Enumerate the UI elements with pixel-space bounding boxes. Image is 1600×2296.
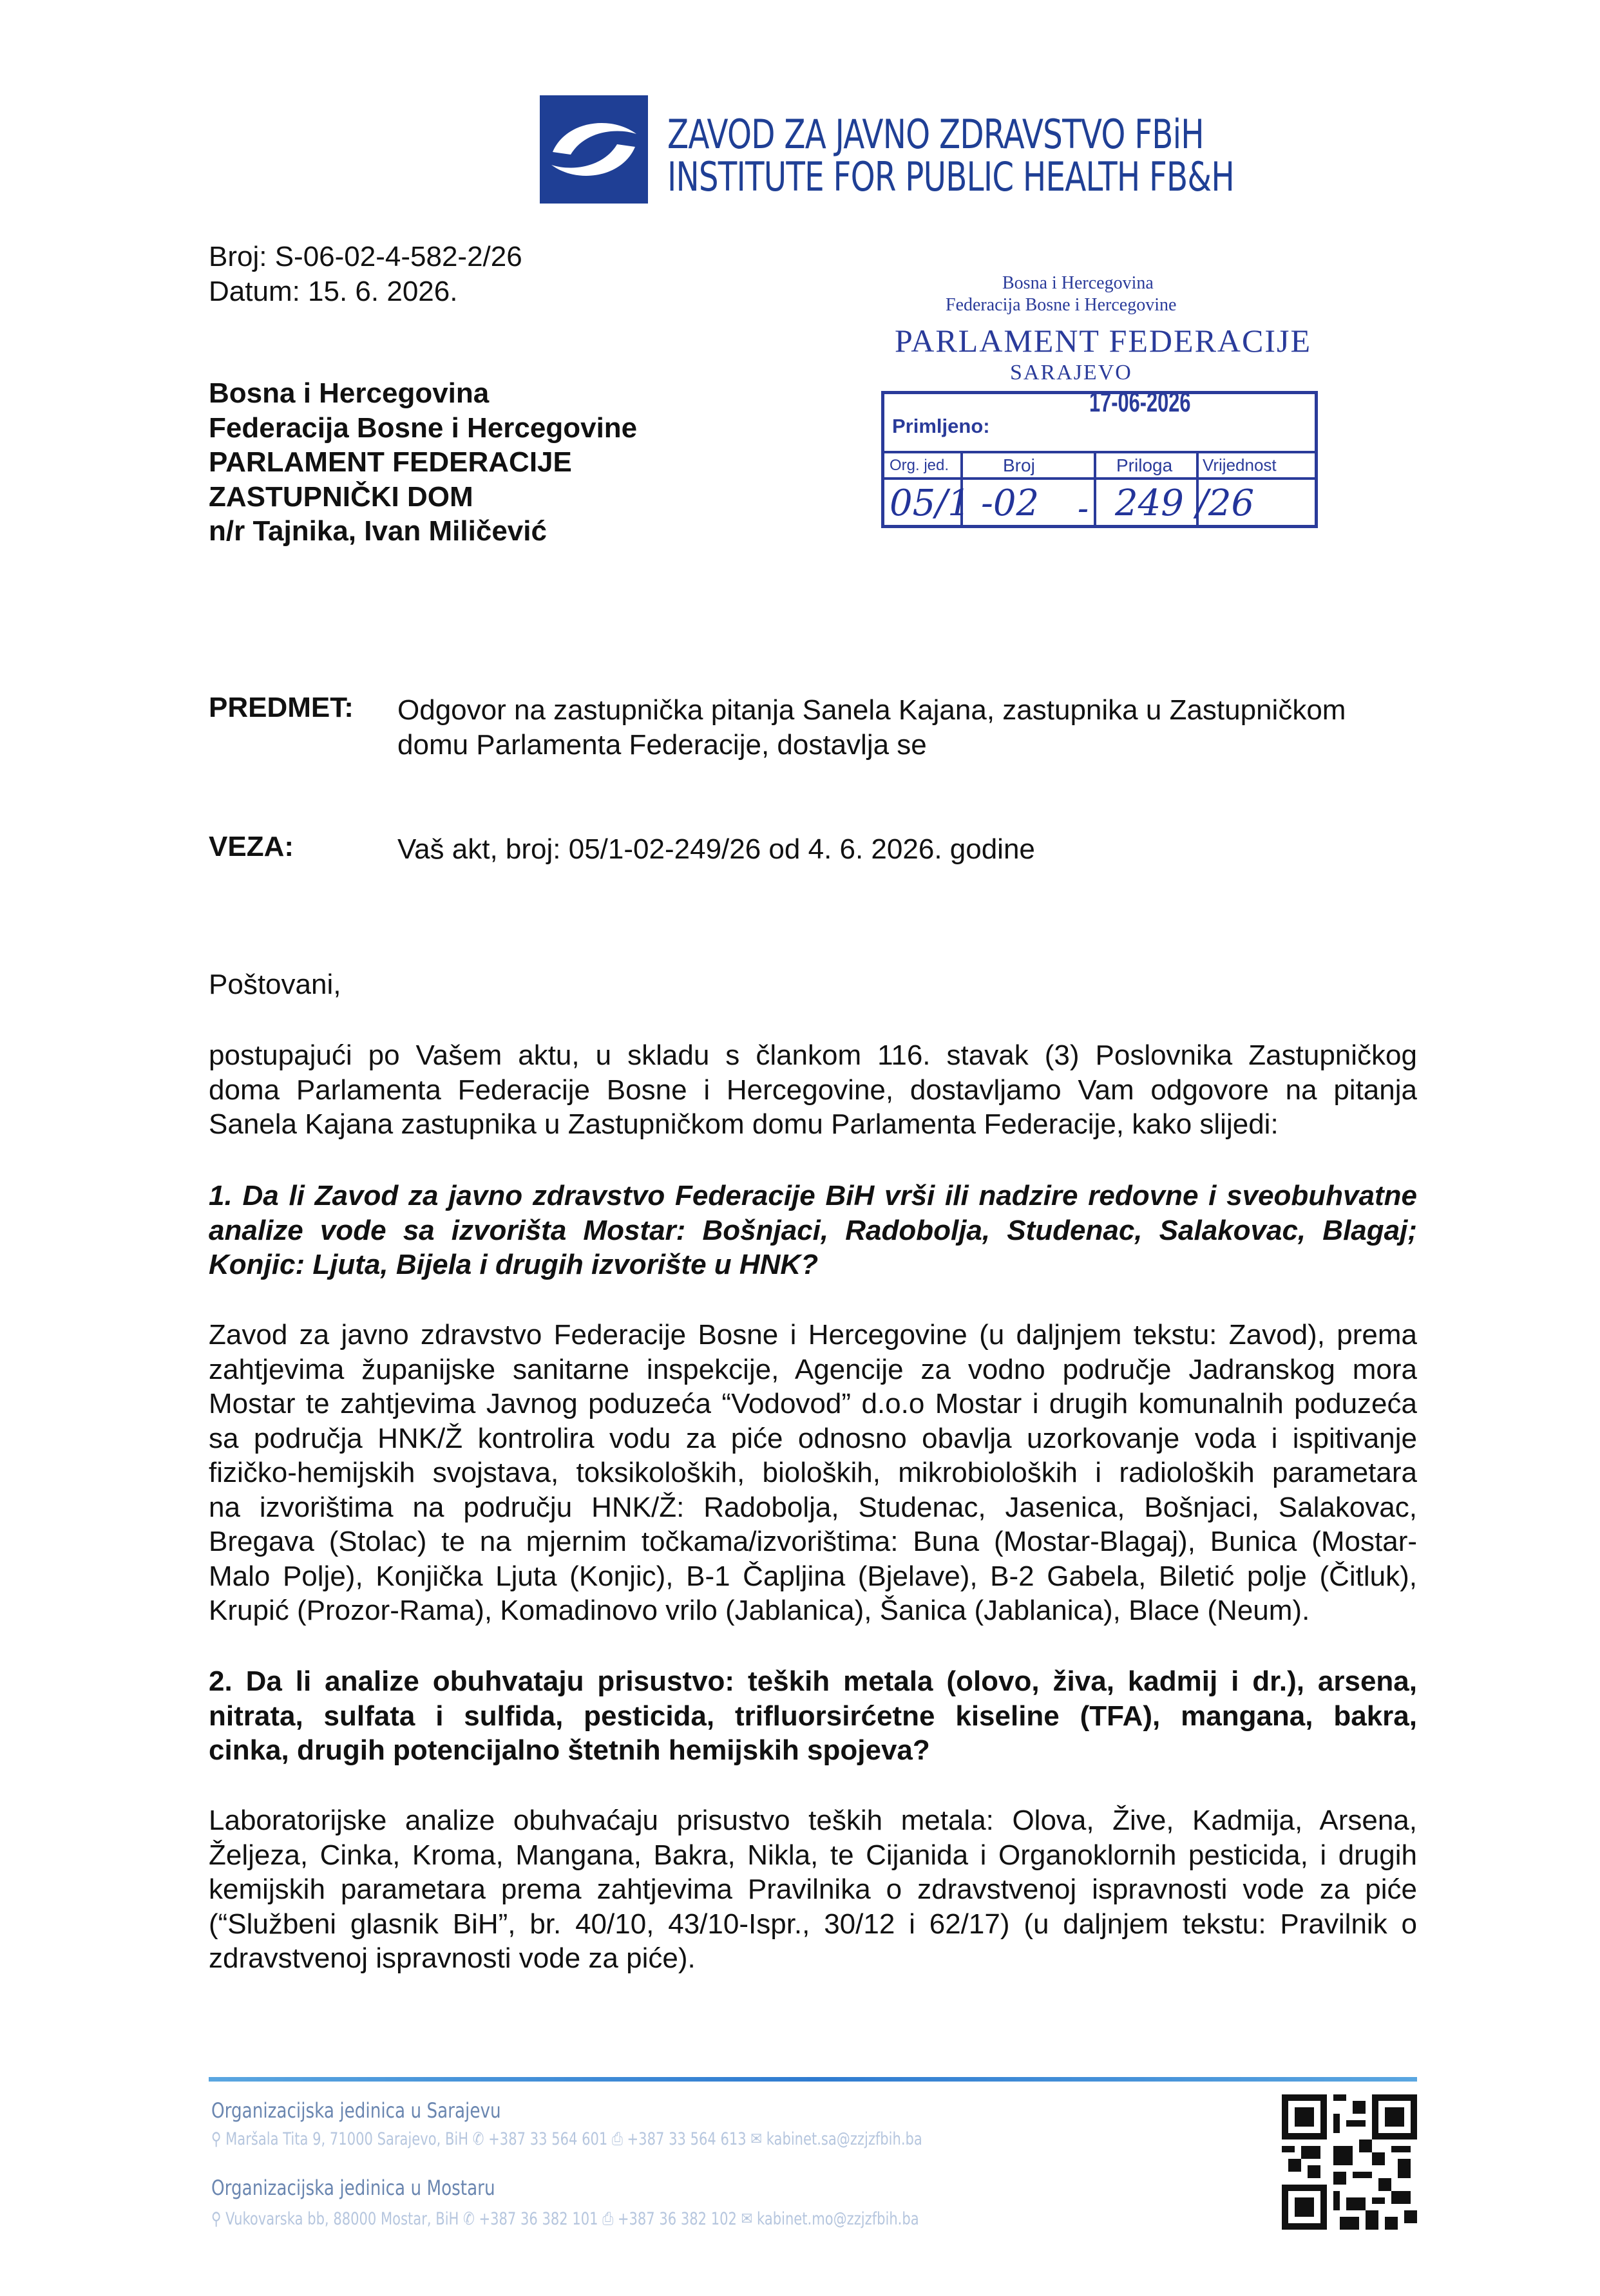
stamp-handwritten-priloga: 249 [1115, 482, 1184, 524]
stamp-handwritten-org: 05/1 [890, 482, 971, 524]
received-stamp-box [881, 386, 1318, 529]
stamp-handwritten-vrijednost: /26 [1196, 482, 1255, 524]
footer-divider [209, 2077, 1417, 2082]
footer-email: kabinet.sa@zzjzfbih.ba [766, 2129, 922, 2149]
question-line: 1. Da li Zavod za javno zdravstvo Federacije BiH vrši ili nadzire redovne i sveobuhvatne [209, 1180, 1417, 1211]
email-icon: ✉ [741, 2209, 757, 2229]
paragraph-line: fizičko-hemijskih svojstava, toksikoloških, bioloških, mikrobioloških i radioloških parametara [209, 1457, 1417, 1488]
fax-icon: ⎙ [611, 2129, 627, 2149]
question-line: Konjic: Ljuta, Bijela i drugih izvorište u HNK? [209, 1249, 819, 1280]
veza-text: Vaš akt, broj: 05/1-02-249/26 od 4. 6. 2026. godine [397, 833, 1035, 865]
recipient-line: PARLAMENT FEDERACIJE [209, 446, 572, 478]
paragraph-line: postupajući po Vašem aktu, u skladu s člankom 116. stavak (3) Poslovnika Zastupničkog [209, 1039, 1417, 1071]
paragraph-line: zahtjevima županijske sanitarne inspekcije, Agencije za vodno područje Jadranskog mora [209, 1353, 1417, 1385]
recipient-line: Bosna i Hercegovina [209, 377, 490, 409]
subject-line: Odgovor na zastupnička pitanja Sanela Kajana, zastupnika u Zastupničkom [397, 694, 1346, 726]
paragraph-line: Krupić (Prozor-Rama), Komadinovo vrilo (Jablanica), Šanica (Jablanica), Blace (Neum). [209, 1595, 1310, 1626]
location-icon: ⚲ [211, 2129, 226, 2149]
stamp-col-vrijednost: Vrijednost [1203, 455, 1277, 475]
paragraph-line: doma Parlamenta Federacije Bosne i Hercegovine, dostavljamo Vam odgovore na pitanja [209, 1074, 1417, 1106]
subject-label: PREDMET: [209, 692, 354, 723]
answer-1 [209, 1318, 1417, 1628]
footer-unit1-title: Organizacijska jedinica u Sarajevu [211, 2098, 501, 2123]
recipient-line: ZASTUPNIČKI DOM [209, 480, 473, 513]
footer-address: Vukovarska bb, 88000 Mostar, BiH [225, 2209, 459, 2229]
paragraph-line: (“Službeni glasnik BiH”, br. 40/10, 43/10-Ispr., 30/12 i 62/17) (u daljnjem tekstu: Pravilnik o [209, 1908, 1417, 1940]
stamp-line: Federacija Bosne i Hercegovine [946, 295, 1177, 315]
recipient-line: n/r Tajnika, Ivan Miličević [209, 515, 547, 547]
phone-icon: ✆ [472, 2129, 489, 2149]
paragraph-line: Bregava (Stolac) te na mjernim točkama/izvorištima: Buna (Mostar-Blagaj), Bunica (Mostar- [209, 1526, 1417, 1557]
footer-email: kabinet.mo@zzjzfbih.ba [757, 2209, 919, 2229]
paragraph-line: Malo Polje), Konjička Ljuta (Konjic), B-1 Čapljina (Bjelave), B-2 Gabela, Biletić polje (Čitluk), [209, 1560, 1417, 1592]
stamp-col-broj: Broj [1003, 455, 1035, 475]
stamp-handwritten-dash: - [1078, 488, 1089, 529]
question-line: 2. Da li analize obuhvataju prisustvo: teških metala (olovo, živa, kadmij i dr.), arsena, [209, 1665, 1417, 1697]
location-icon: ⚲ [211, 2209, 226, 2229]
question-line: cinka, drugih potencijalno štetnih hemijskih spojeva? [209, 1734, 930, 1766]
stamp-received-date: 17-06-2026 [1089, 386, 1191, 418]
paragraph-line: Zavod za javno zdravstvo Federacije Bosne i Hercegovine (u daljnjem tekstu: Zavod), prema [209, 1319, 1417, 1351]
stamp-col-priloga: Priloga [1116, 455, 1173, 475]
footer-unit1-contact [211, 2129, 922, 2150]
veza-label: VEZA: [209, 831, 294, 862]
reference-block [209, 240, 522, 309]
paragraph-line: sa područja HNK/Ž kontrolira vodu za piće odnosno obavlja uzorkovanje voda i ispitivanje [209, 1422, 1417, 1454]
footer-fax: +387 33 564 613 [627, 2129, 747, 2149]
subject-text [397, 693, 1346, 763]
paragraph-line: Sanela Kajana zastupnika u Zastupničkom domu Parlamenta Federacije, kako slijedi: [209, 1108, 1279, 1140]
question-line: nitrata, sulfata i sulfida, pesticida, trifluorsirćetne kiseline (TFA), mangana, bakra, [209, 1700, 1417, 1732]
qr-code-icon [1282, 2094, 1417, 2230]
intro-paragraph [209, 1038, 1417, 1142]
stamp-line: PARLAMENT FEDERACIJE [895, 323, 1312, 359]
question-1 [209, 1179, 1417, 1282]
paragraph-line: zdravstvenoj ispravnosti vode za piće). [209, 1942, 696, 1974]
org-name-bs: ZAVOD ZA JAVNO ZDRAVSTVO FBiH [667, 111, 1204, 158]
subject-line: domu Parlamenta Federacije, dostavlja se [397, 729, 927, 761]
stamp-line: SARAJEVO [1010, 361, 1132, 384]
email-icon: ✉ [750, 2129, 767, 2149]
paragraph-line: kemijskih parametara prema zahtjevima Pravilnika o zdravstvenoj ispravnosti vode za piće [209, 1874, 1417, 1905]
footer-phone: +387 36 382 101 [479, 2209, 598, 2229]
footer-address: Maršala Tita 9, 71000 Sarajevo, BiH [225, 2129, 469, 2149]
footer-unit2-title: Organizacijska jedinica u Mostaru [211, 2176, 495, 2200]
greeting: Poštovani, [209, 969, 341, 1000]
recipient-address [209, 376, 637, 549]
stamp-handwritten-broj: -02 [981, 482, 1040, 524]
paragraph-line: Mostar te zahtjevima Javnog poduzeća “Vodovod” d.o.o Mostar i drugih komunalnih poduzeća [209, 1388, 1417, 1419]
paragraph-line: na izvorištima na području HNK/Ž: Radobolja, Studenac, Jasenica, Bošnjaci, Salakovac, [209, 1491, 1417, 1523]
stamp-col-org: Org. jed. [890, 457, 949, 474]
answer-2 [209, 1803, 1417, 1976]
footer-unit2-contact [211, 2209, 919, 2230]
footer-phone: +387 33 564 601 [488, 2129, 608, 2149]
institute-logo-icon [540, 95, 648, 204]
reference-date: Datum: 15. 6. 2026. [209, 276, 458, 307]
footer-fax: +387 36 382 102 [617, 2209, 737, 2229]
stamp-received-label: Primljeno: [892, 415, 990, 437]
recipient-line: Federacija Bosne i Hercegovine [209, 412, 638, 444]
stamp-line: Bosna i Hercegovina [1002, 273, 1154, 293]
paragraph-line: Laboratorijske analize obuhvaćaju prisustvo teških metala: Olova, Žive, Kadmija, Arsena, [209, 1805, 1417, 1836]
org-name-en: INSTITUTE FOR PUBLIC HEALTH FB&H [667, 153, 1234, 200]
phone-icon: ✆ [463, 2209, 479, 2229]
reference-number: Broj: S-06-02-4-582-2/26 [209, 241, 522, 272]
paragraph-line: Željeza, Cinka, Kroma, Mangana, Bakra, Nikla, te Cijanida i Organoklornih pesticida, i drugih [209, 1839, 1417, 1871]
fax-icon: ⎙ [602, 2209, 618, 2229]
question-line: analize vode sa izvorišta Mostar: Bošnjaci, Radobolja, Studenac, Salakovac, Blagaj; [209, 1214, 1417, 1246]
question-2 [209, 1664, 1417, 1768]
